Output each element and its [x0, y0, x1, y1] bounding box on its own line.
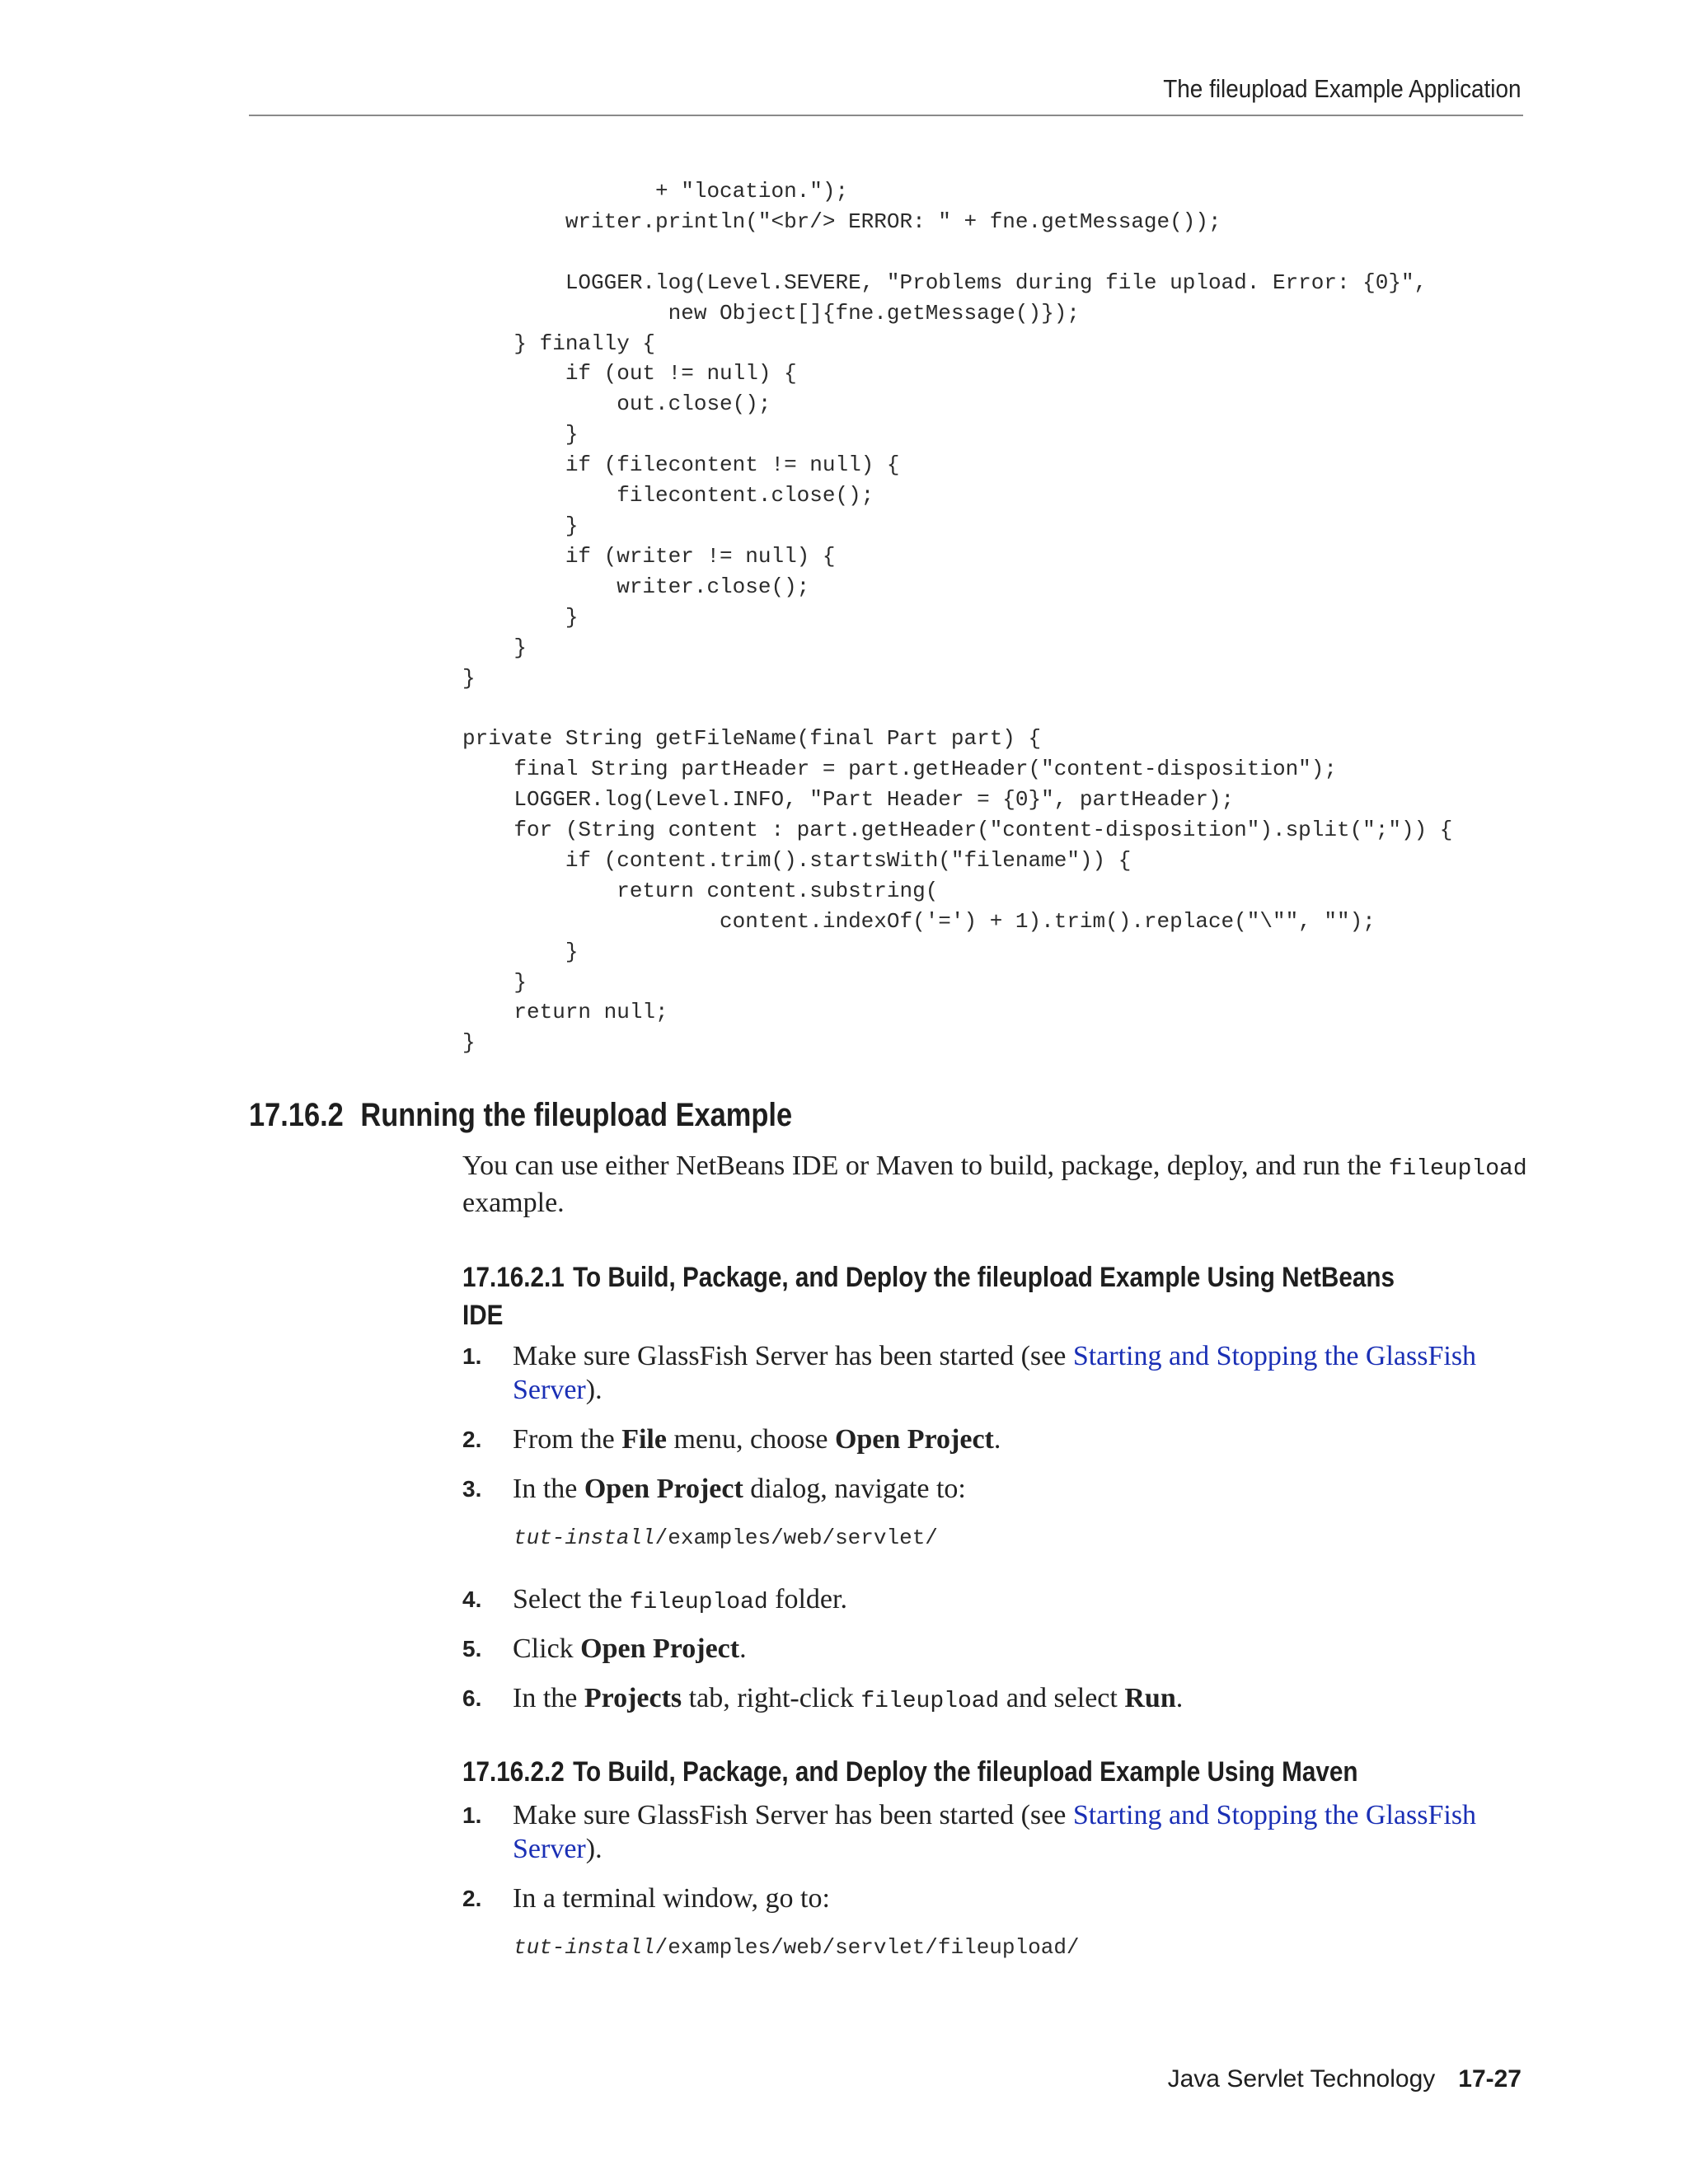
section-number: 17.16.2 — [249, 1097, 344, 1133]
step-item: 5. Click Open Project. — [462, 1633, 747, 1664]
subsection-heading-maven — [462, 1753, 1526, 1791]
footer-chapter: Java Servlet Technology — [1167, 2065, 1436, 2093]
page-number: 17-27 — [1458, 2065, 1522, 2093]
step-number: 4. — [462, 1586, 482, 1612]
section-title: Running the fileupload Example — [360, 1097, 793, 1133]
section-intro: You can use either NetBeans IDE or Maven to build, package, deploy, and run the fileupload example. — [462, 1151, 1527, 1218]
path-variable: tut-install — [513, 1526, 655, 1550]
step-item: 2. From the File menu, choose Open Project. — [462, 1424, 1001, 1455]
path-rest: /examples/web/servlet/ — [654, 1526, 938, 1550]
step-item: 1. Make sure GlassFish Server has been started (see Starting and Stopping the GlassFish Server). — [462, 1341, 1477, 1405]
install-path — [513, 1935, 1080, 1960]
subsection-number: 17.16.2.1 — [462, 1262, 565, 1293]
step-item: 3. In the Open Project dialog, navigate to: — [462, 1474, 966, 1504]
code-listing: + "location."); writer.println("<br/> ERROR: " + fne.getMessage()); LOGGER.log(Level.SEVERE, "Problems during file upload. Error: {0}", new Object[]{fne.getMessage()}); } finally { if (out != null) { out.close(); } if (filecontent != null) { filecontent.close(); } if (writer != null) { writer.close(); } } } private String getFileName(final Part part) { final String partHeader = part.getHeader("content-disposition"); LOGGER.log(Level.INFO, "Part Header = {0}", partHeader); for (String content : part.getHeader("content-disposition").split(";")) { if (content.trim().startsWith("filename")) { return content.substring( content.indexOf('=') + 1).trim().replace("\"", ""); } } return null; } — [462, 179, 1453, 1056]
step-number: 2. — [462, 1886, 482, 1911]
step-item: 2. In a terminal window, go to: — [462, 1883, 830, 1914]
subsection-heading-netbeans — [462, 1258, 1405, 1334]
step-number: 2. — [462, 1427, 482, 1452]
inline-code: fileupload — [629, 1590, 768, 1615]
step-item: 6. In the Projects tab, right-click fileupload and select Run. — [462, 1683, 1184, 1714]
inline-code: fileupload — [1388, 1156, 1527, 1182]
subsection-title: To Build, Package, and Deploy the fileupload Example Using NetBeans IDE — [462, 1262, 1395, 1331]
step-number: 6. — [462, 1685, 482, 1711]
subsection-title: To Build, Package, and Deploy the fileupload Example Using Maven — [573, 1756, 1358, 1788]
path-rest: /examples/web/servlet/fileupload/ — [654, 1935, 1080, 1960]
step-number: 1. — [462, 1343, 482, 1369]
step-item: 4. Select the fileupload folder. — [462, 1584, 847, 1615]
install-path — [513, 1526, 938, 1550]
section-heading — [249, 1097, 792, 1134]
header-divider — [249, 115, 1523, 116]
path-variable: tut-install — [513, 1935, 655, 1960]
step-number: 5. — [462, 1636, 482, 1661]
page-footer — [1168, 2065, 1522, 2093]
step-number: 1. — [462, 1802, 482, 1828]
glassfish-server-link[interactable]: Starting and Stopping the GlassFish Server — [513, 1800, 1477, 1864]
step-item: 1. Make sure GlassFish Server has been started (see Starting and Stopping the GlassFish Server). — [462, 1800, 1477, 1864]
step-number: 3. — [462, 1476, 482, 1502]
subsection-number: 17.16.2.2 — [462, 1756, 565, 1788]
glassfish-server-link[interactable]: Starting and Stopping the GlassFish Server — [513, 1341, 1477, 1405]
running-header: The fileupload Example Application — [1163, 74, 1522, 103]
inline-code: fileupload — [860, 1689, 1000, 1714]
